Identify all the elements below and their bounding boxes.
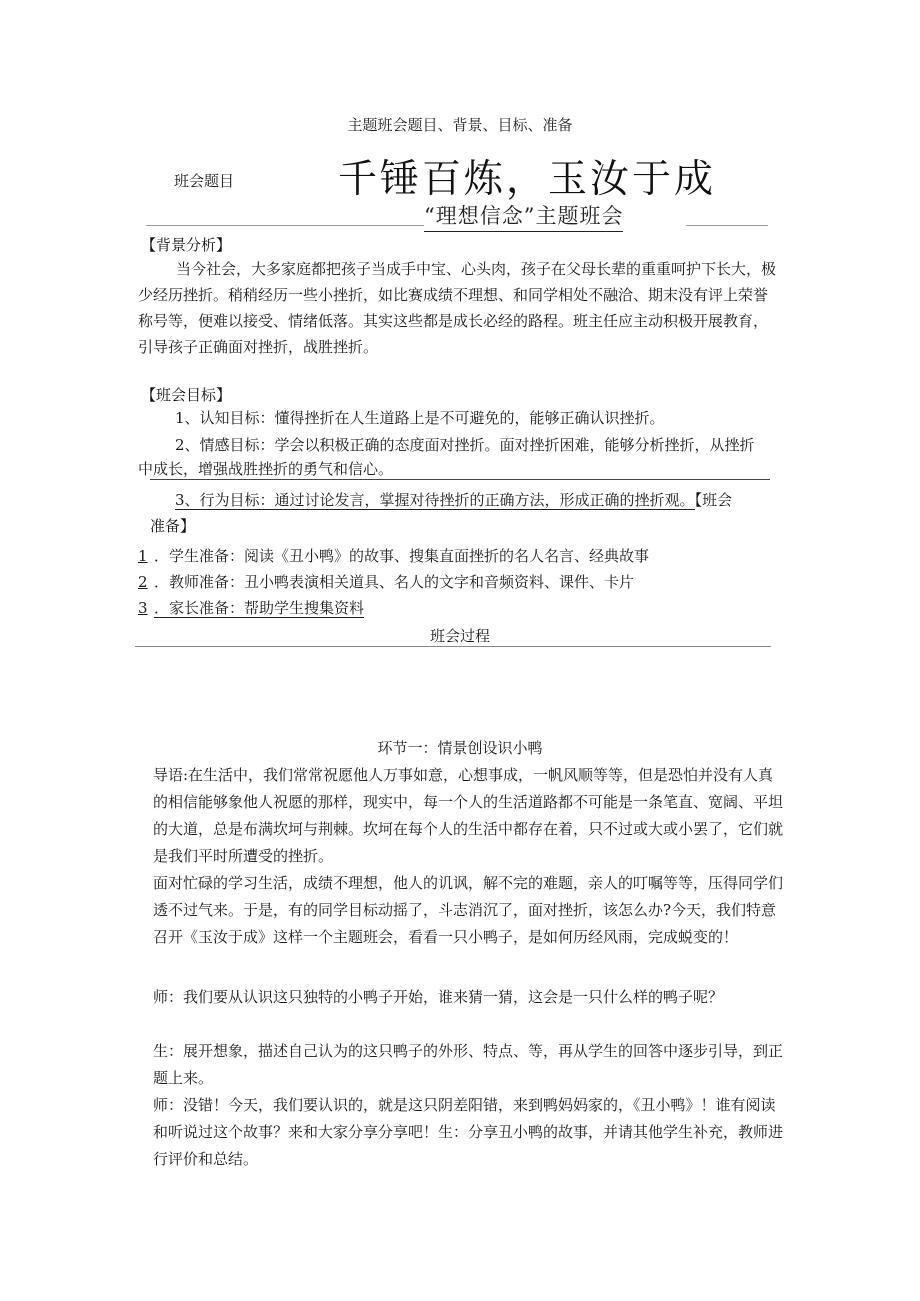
goal-item-3: 3、行为目标：通过讨论发言，掌握对待挫折的正确方法，形成正确的挫折观。 [175, 491, 695, 509]
prep-item [138, 597, 364, 618]
process-heading: 班会过程 [429, 627, 490, 645]
prep-text: ．家长准备：帮助学生搜集资料 [154, 599, 365, 617]
stage-paragraph-teacher: 师：我们要从认识这只独特的小鸭子开始，谁来猜一猜，这会是一只什么样的鸭子呢？ [153, 988, 724, 1006]
goals-heading: 【班会目标】 [141, 386, 232, 404]
prep-item [138, 571, 634, 592]
prep-heading-part1: 【班会 [694, 491, 733, 509]
goal-item-1: 1、认知目标：懂得挫折在人生道路上是不可避免的，能够正确认识挫折。 [175, 409, 665, 427]
prep-num: 3 [138, 599, 148, 617]
stage-paragraph-teacher: 师：没错！今天，我们要认识的，就是这只阴差阳错，来到鸭妈妈家的，《丑小鸭》！谁有阅读和听说过这个故事？来和大家分享分享吧！生：分享丑小鸭的故事，并请其他学生补充，教师进行评价和总结。 [153, 1096, 784, 1168]
divider-line [150, 479, 770, 480]
topic-label: 班会题目 [174, 172, 235, 190]
goal-item-3-row [175, 487, 732, 514]
divider-line [686, 225, 768, 226]
prep-heading-part2: 准备】 [150, 517, 196, 535]
stage-paragraph-student: 生：展开想象，描述自己认为的这只鸭子的外形、特点、等，再从学生的回答中逐步引导，到正题上来。 [153, 1042, 784, 1087]
divider-line [135, 646, 771, 647]
background-heading: 【背景分析】 [141, 236, 232, 254]
stage-paragraph-intro: 导语:在生活中，我们常常祝愿他人万事如意，心想事成，一帆风顺等等，但是恐怕并没有人真的相信能够象他人祝愿的那样，现实中，每一个人的生活道路都不可能是一条笔直、宽阔、平坦的大道，总是布满坎坷与荆棘。坎坷在每个人的生活中都存在着，只不过或大或小罢了，它们就是我们平时所遭受的挫折。 [153, 766, 784, 865]
prep-text: ．教师准备：丑小鸭表演相关道具、名人的文字和音频资料、课件、卡片 [154, 573, 635, 591]
prep-num: 2 [138, 573, 148, 591]
divider-line [146, 225, 424, 226]
page-heading: 主题班会题目、背景、目标、准备 [347, 116, 573, 134]
goal-item-2-line2: 中成长，增强战胜挫折的勇气和信心。 [138, 460, 394, 478]
prep-num: 1 [138, 547, 148, 565]
subtitle: “理想信念”主题班会 [424, 200, 623, 232]
stage-title: 环节一：情景创设识小鸭 [377, 739, 543, 757]
background-text: 当今社会，大多家庭都把孩子当成手中宝、心头肉，孩子在父母长辈的重重呵护下长大，极少经历挫折。稍稍经历一些小挫折，如比赛成绩不理想、和同学相处不融洽、期末没有评上荣誉称号等，便难以接受、情绪低落。其实这些都是成长必经的路程。班主任应主动积极开展教育，引导孩子正确面对挫折，战胜挫折。 [138, 260, 777, 356]
goal-item-2-line1: 2、情感目标：学会以积极正确的态度面对挫折。面对挫折困难，能够分析挫折，从挫折 [175, 436, 755, 454]
prep-item [138, 545, 649, 566]
stage-paragraph: 面对忙碌的学习生活，成绩不理想，他人的讥讽，解不完的难题，亲人的叮嘱等等，压得同学们透不过气来。于是，有的同学目标动摇了，斗志消沉了，面对挫折，该怎么办?今天，我们特意召开《玉汝于成》这样一个主题班会，看看一只小鸭子，是如何历经风雨，完成蜕变的！ [153, 874, 784, 946]
prep-text: ．学生准备：阅读《丑小鸭》的故事、搜集直面挫折的名人名言、经典故事 [154, 547, 650, 565]
main-title: 千锤百炼，玉汝于成 [338, 157, 717, 202]
